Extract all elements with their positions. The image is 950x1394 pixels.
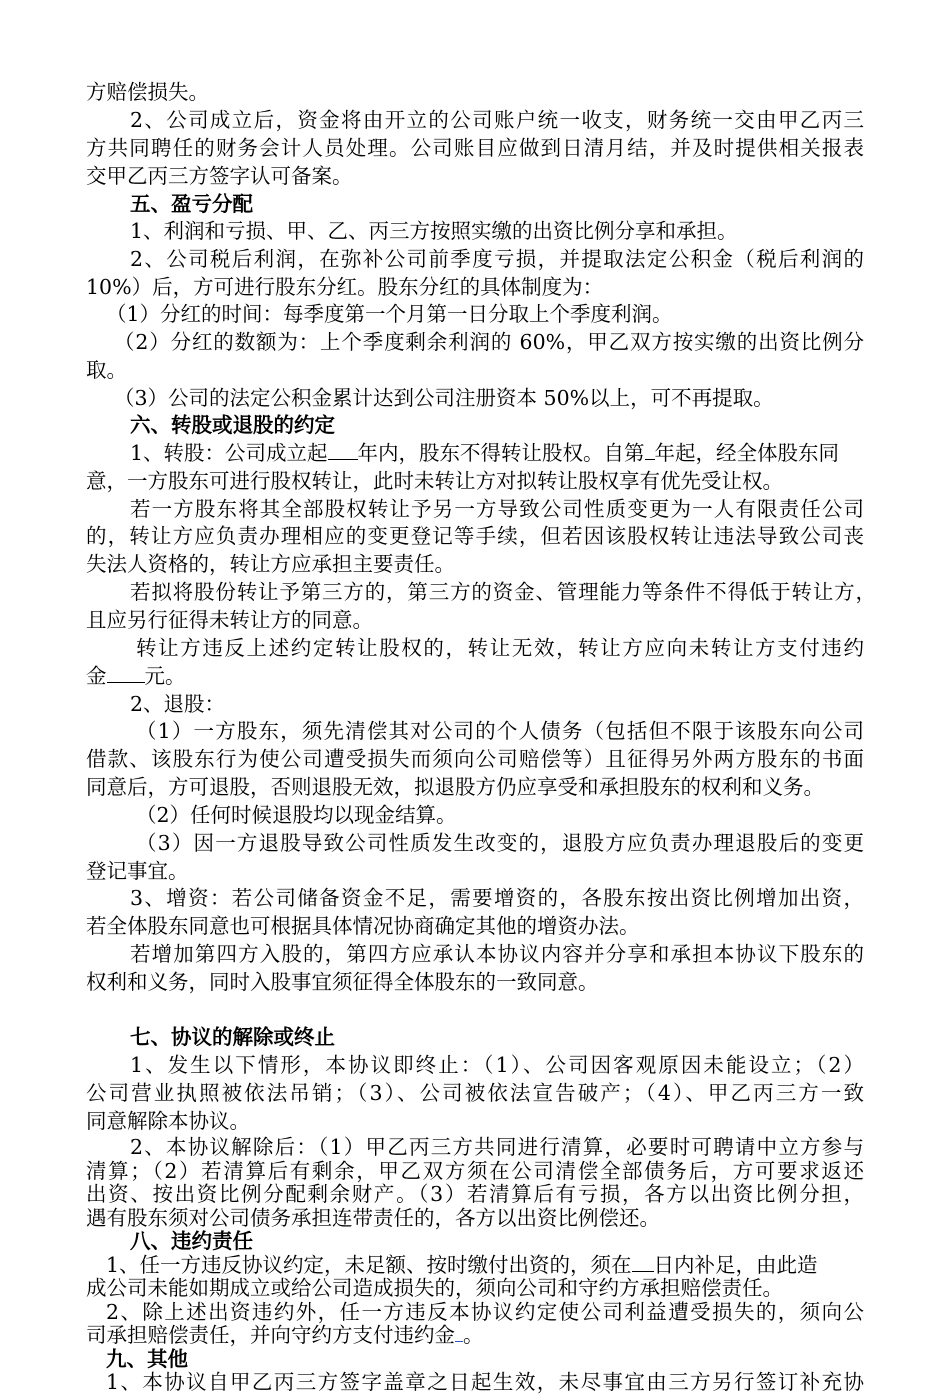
text-line: 方共同聘任的财务会计人员处理。公司账目应做到日清月结，并及时提供相关报表 — [86, 136, 864, 160]
text-line: 失法人资格的，转让方应承担主要责任。 — [86, 552, 455, 576]
blank-field — [328, 441, 358, 460]
text-line: 交甲乙丙三方签字认可备案。 — [86, 164, 353, 188]
text-segment: 元。 — [144, 664, 186, 688]
text-line: 权利和义务，同时入股事宜须征得全体股东的一致同意。 — [86, 970, 599, 994]
text-segment: 1、转股：公司成立起 — [130, 441, 328, 465]
text-line: 转让方违反上述约定转让股权的，转让无效，转让方应向未转让方支付违约 — [136, 636, 864, 660]
text-line: 若增加第四方入股的，第四方应承认本协议内容并分享和承担本协议下股东的 — [130, 942, 864, 966]
text-segment: 。 — [463, 1323, 484, 1347]
text-segment: 年内，股东不得转让股权。自第 — [357, 441, 645, 465]
text-line: 10%）后，方可进行股东分红。股东分红的具体制度为： — [86, 275, 604, 299]
text-line: （3）因一方退股导致公司性质发生改变的，退股方应负责办理退股后的变更 — [136, 831, 864, 855]
text-segment: 日内补足，由此造 — [653, 1253, 818, 1277]
text-line — [106, 1253, 818, 1277]
blank-field — [632, 1253, 654, 1272]
text-line: 方赔偿损失。 — [86, 80, 209, 104]
section-heading: 六、转股或退股的约定 — [130, 413, 335, 437]
text-line: （1）一方股东，须先清偿其对公司的个人债务（包括但不限于该股东向公司 — [136, 719, 864, 743]
text-line: 1、本协议自甲乙丙三方签字盖章之日起生效，未尽事宜由三方另行签订补充协 — [106, 1370, 864, 1394]
section-heading: 七、协议的解除或终止 — [130, 1025, 335, 1049]
blank-field — [107, 664, 145, 683]
text-line: 1、发生以下情形，本协议即终止：（1）、公司因客观原因未能设立；（2） — [130, 1053, 864, 1077]
text-line: 2、公司税后利润，在弥补公司前季度亏损，并提取法定公积金（税后利润的 — [130, 247, 864, 271]
text-segment: 司承担赔偿责任，并向守约方支付违约金 — [86, 1323, 455, 1347]
text-line: 遇有股东须对公司债务承担连带责任的，各方以出资比例偿还。 — [86, 1206, 660, 1230]
text-segment: 金 — [86, 664, 107, 688]
text-line: 清算；（2）若清算后有剩余，甲乙双方须在公司清偿全部债务后，方可要求返还 — [86, 1159, 864, 1183]
text-line: 2、除上述出资违约外，任一方违反本协议约定使公司利益遭受损失的，须向公 — [106, 1300, 864, 1324]
text-line: 同意后，方可退股，否则退股无效，拟退股方仍应享受和承担股东的权利和义务。 — [86, 775, 824, 799]
text-line: 同意解除本协议。 — [86, 1109, 250, 1133]
text-segment: 1、任一方违反协议约定，未足额、按时缴付出资的，须在 — [106, 1253, 632, 1277]
text-line: 公司营业执照被依法吊销；（3）、公司被依法宣告破产；（4）、甲乙丙三方一致 — [86, 1081, 864, 1105]
section-heading: 八、违约责任 — [130, 1229, 253, 1253]
text-line: 若一方股东将其全部股权转让予另一方导致公司性质变更为一人有限责任公司 — [130, 497, 864, 521]
text-line: 若全体股东同意也可根据具体情况协商确定其他的增资办法。 — [86, 914, 640, 938]
text-line — [86, 1323, 484, 1347]
text-line: 成公司未能如期成立或给公司造成损失的，须向公司和守约方承担赔偿责任。 — [86, 1276, 783, 1300]
text-line — [130, 439, 839, 467]
text-line: 且应另行征得未转让方的同意。 — [86, 608, 373, 632]
text-line: 出资、按出资比例分配剩余财产。（3）若清算后有亏损，各方以出资比例分担， — [86, 1182, 864, 1206]
text-line: 2、公司成立后，资金将由开立的公司账户统一收支，财务统一交由甲乙丙三 — [130, 108, 864, 132]
blank-field — [455, 1323, 463, 1342]
text-line: 登记事宜。 — [86, 859, 189, 883]
text-line: （1）分红的时间：每季度第一个月第一日分取上个季度利润。 — [106, 302, 673, 326]
text-line — [86, 662, 186, 690]
text-line: 借款、该股东行为使公司遭受损失而须向公司赔偿等）且征得另外两方股东的书面 — [86, 747, 864, 771]
text-line: （2）分红的数额为：上个季度剩余利润的 60%，甲乙双方按实缴的出资比例分 — [114, 330, 864, 354]
blank-field — [645, 441, 655, 460]
text-line: 意，一方股东可进行股权转让，此时未转让方对拟转让股权享有优先受让权。 — [86, 469, 783, 493]
text-line: 的，转让方应负责办理相应的变更登记等手续，但若因该股权转让违法导致公司丧 — [86, 524, 864, 548]
text-line: （3）公司的法定公积金累计达到公司注册资本 50%以上，可不再提取。 — [114, 386, 774, 410]
text-line: （2）任何时候退股均以现金结算。 — [136, 803, 457, 827]
text-line: 1、利润和亏损、甲、乙、丙三方按照实缴的出资比例分享和承担。 — [130, 219, 738, 243]
section-heading: 九、其他 — [106, 1347, 188, 1371]
text-line: 若拟将股份转让予第三方的，第三方的资金、管理能力等条件不得低于转让方， — [130, 580, 876, 604]
text-line: 3、增资：若公司储备资金不足，需要增资的，各股东按出资比例增加出资， — [130, 886, 864, 910]
text-line: 2、本协议解除后：（1）甲乙丙三方共同进行清算，必要时可聘请中立方参与 — [130, 1135, 864, 1159]
text-line: 2、退股： — [130, 692, 226, 716]
section-heading: 五、盈亏分配 — [130, 192, 253, 216]
text-segment: 年起，经全体股东同 — [654, 441, 840, 465]
text-line: 取。 — [86, 358, 127, 382]
